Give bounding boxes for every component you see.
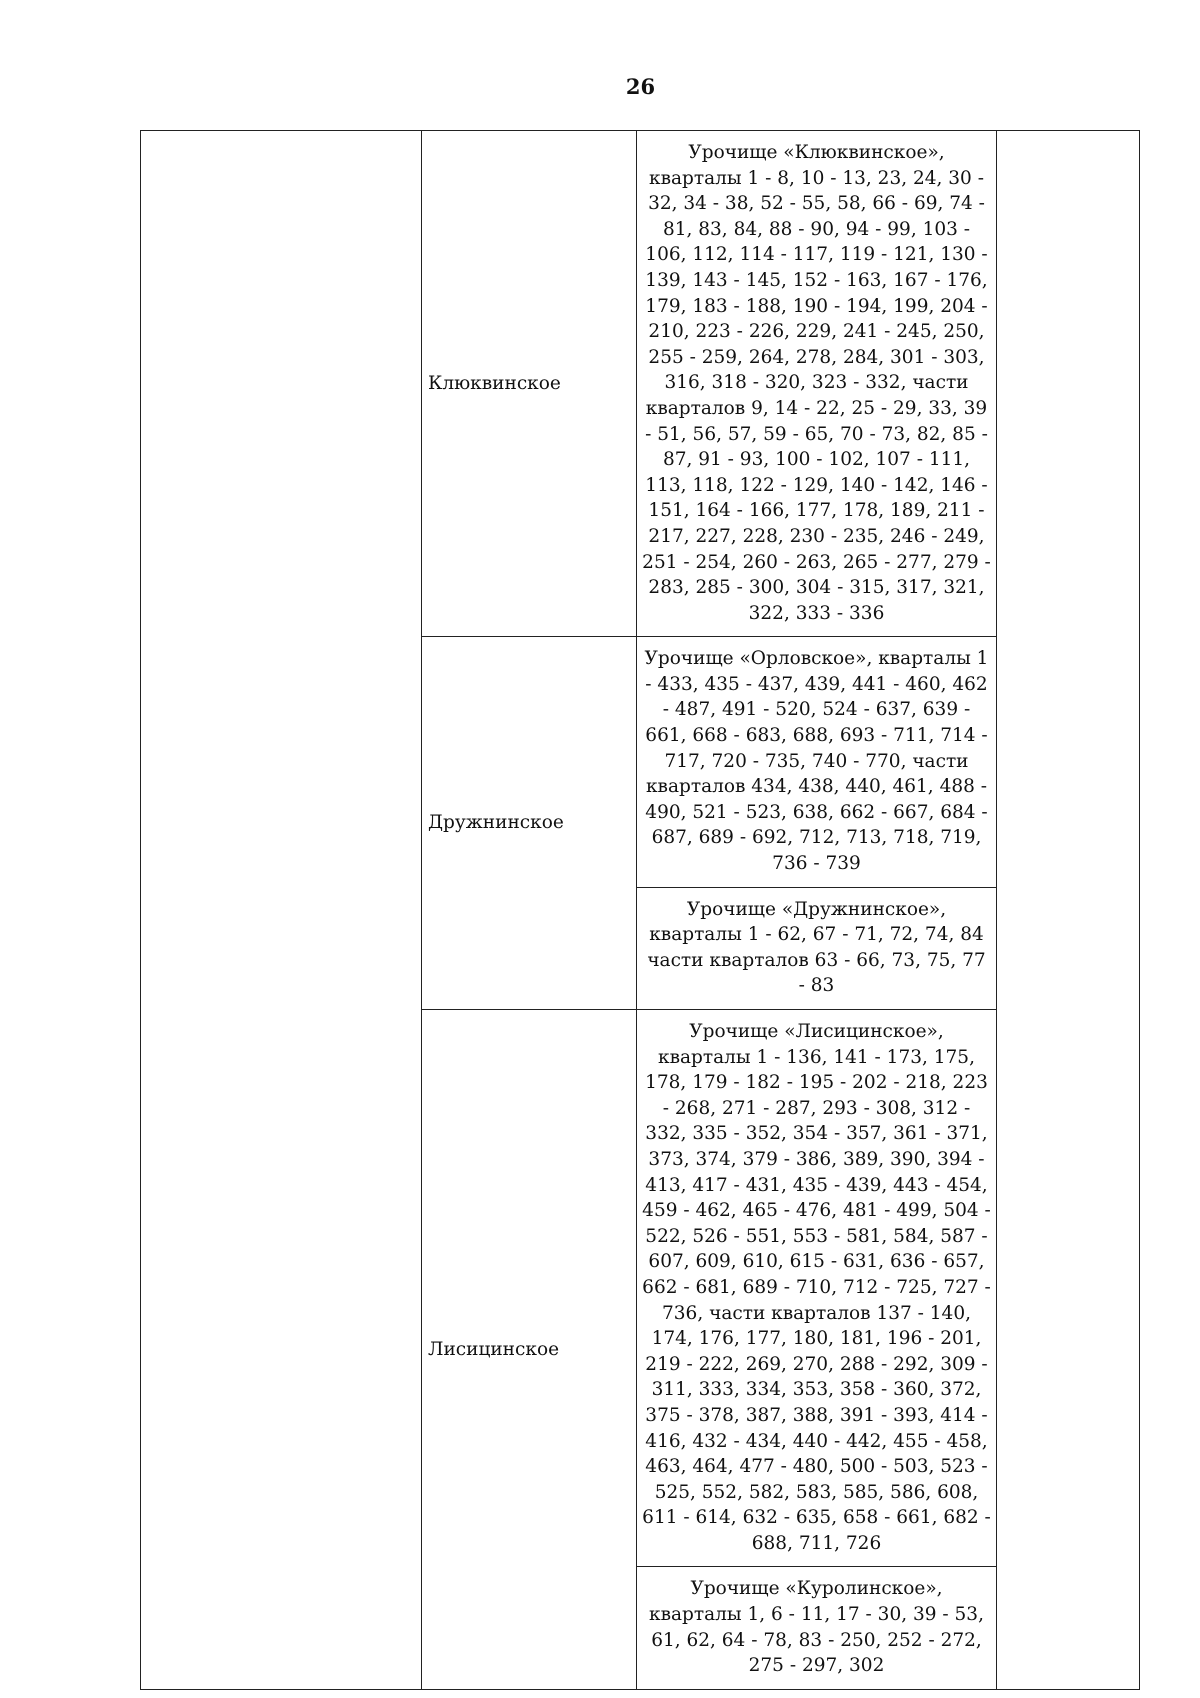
last-column-cell — [997, 131, 1140, 1690]
tract-description-cell: Урочище «Клюквинское», кварталы 1 - 8, 10 - 13, 23, 24, 30 - 32, 34 - 38, 52 - 55, 58, 66 - 69, 74 - 81, 83, 84, 88 - 90, 94 - 99, 103 - 106, 112, 114 - 117, 119 - 121, 130 - 139, 143 - 145, 152 - 163, 167 - 176, 179, 183 - 188, 190 - 194, 199, 204 - 210, 223 - 226, 229, 241 - 245, 250, 255 - 259, 264, 278, 284, 301 - 303, 316, 318 - 320, 323 - 332, части кварталов 9, 14 - 22, 25 - 29, 33, 39 - 51, 56, 57, 59 - 65, 70 - 73, 82, 85 - 87, 91 - 93, 100 - 102, 107 - 111, 113, 118, 122 - 129, 140 - 142, 146 - 151, 164 - 166, 177, 178, 189, 211 - 217, 227, 228, 230 - 235, 246 - 249, 251 - 254, 260 - 263, 265 - 277, 279 - 283, 285 - 300, 304 - 315, 317, 321, 322, 333 - 336 — [637, 131, 997, 637]
region-name-cell: Лисицинское — [422, 1010, 637, 1690]
tract-description-cell: Урочище «Орловское», кварталы 1 - 433, 435 - 437, 439, 441 - 460, 462 - 487, 491 - 520, 524 - 637, 639 - 661, 668 - 683, 688, 693 - 711, 714 - 717, 720 - 735, 740 - 770, части кварталов 434, 438, 440, 461, 488 - 490, 521 - 523, 638, 662 - 667, 684 - 687, 689 - 692, 712, 713, 718, 719, 736 - 739 — [637, 637, 997, 887]
region-name-cell: Дружнинское — [422, 637, 637, 1010]
forestry-table — [140, 130, 1140, 1690]
first-column-cell — [141, 131, 422, 1690]
region-name-cell: Клюквинское — [422, 131, 637, 637]
page-number: 26 — [625, 74, 656, 99]
tract-description-cell: Урочище «Лисицинское», кварталы 1 - 136, 141 - 173, 175, 178, 179 - 182 - 195 - 202 - 218, 223 - 268, 271 - 287, 293 - 308, 312 - 332, 335 - 352, 354 - 357, 361 - 371, 373, 374, 379 - 386, 389, 390, 394 - 413, 417 - 431, 435 - 439, 443 - 454, 459 - 462, 465 - 476, 481 - 499, 504 - 522, 526 - 551, 553 - 581, 584, 587 - 607, 609, 610, 615 - 631, 636 - 657, 662 - 681, 689 - 710, 712 - 725, 727 - 736, части кварталов 137 - 140, 174, 176, 177, 180, 181, 196 - 201, 219 - 222, 269, 270, 288 - 292, 309 - 311, 333, 334, 353, 358 - 360, 372, 375 - 378, 387, 388, 391 - 393, 414 - 416, 432 - 434, 440 - 442, 455 - 458, 463, 464, 477 - 480, 500 - 503, 523 - 525, 552, 582, 583, 585, 586, 608, 611 - 614, 632 - 635, 658 - 661, 682 - 688, 711, 726 — [637, 1010, 997, 1567]
tract-description-cell: Урочище «Куролинское», кварталы 1, 6 - 11, 17 - 30, 39 - 53, 61, 62, 64 - 78, 83 - 250, 252 - 272, 275 - 297, 302 — [637, 1567, 997, 1689]
table-row — [141, 131, 1140, 637]
tract-description-cell: Урочище «Дружнинское», кварталы 1 - 62, 67 - 71, 72, 74, 84 части кварталов 63 - 66, 73, 75, 77 - 83 — [637, 887, 997, 1009]
